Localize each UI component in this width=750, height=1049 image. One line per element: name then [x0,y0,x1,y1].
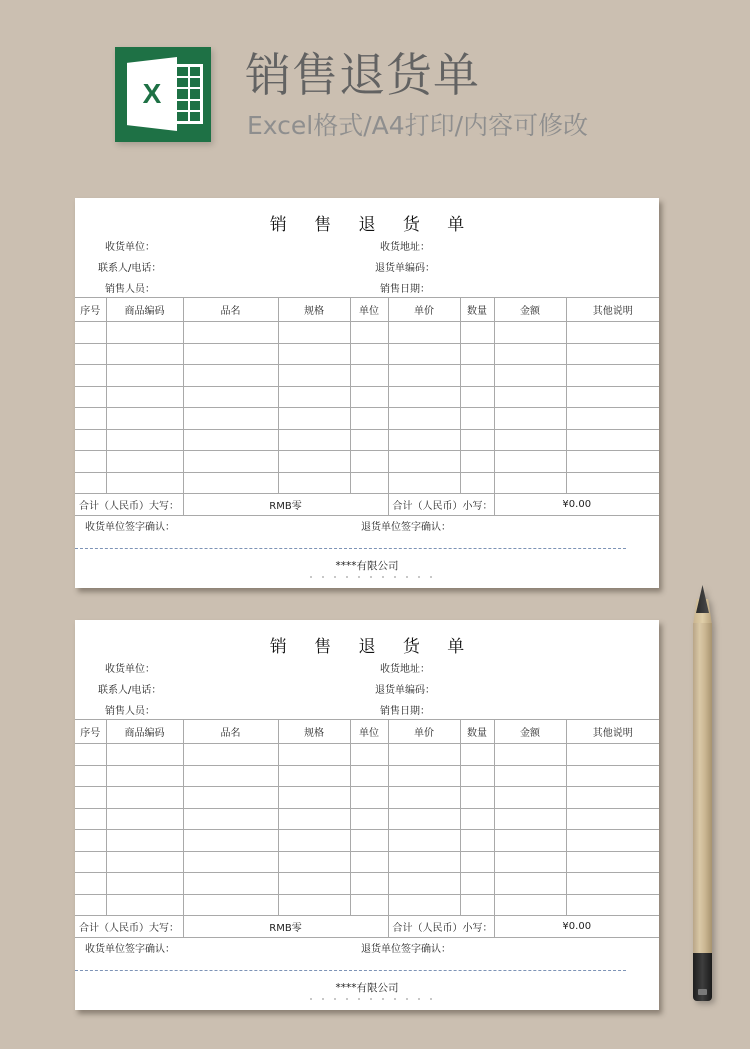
table-cell[interactable] [278,408,350,430]
cut-line-divider [75,970,626,971]
table-cell[interactable] [460,851,494,873]
table-cell[interactable] [350,429,388,451]
table-cell[interactable] [388,873,460,895]
table-cell[interactable] [75,851,106,873]
table-cell[interactable] [460,808,494,830]
table-cell[interactable] [388,343,460,365]
column-header: 单价 [388,720,460,744]
table-cell[interactable] [494,429,566,451]
total-lower-value[interactable]: ¥0.00 [494,494,659,516]
total-upper-label: 合计（人民币）大写： [75,916,183,938]
table-cell[interactable] [106,472,183,494]
table-cell[interactable] [278,322,350,344]
table-cell[interactable] [183,765,278,787]
table-cell[interactable] [494,343,566,365]
totals-row [75,494,659,516]
table-cell[interactable] [75,343,106,365]
table-cell[interactable] [106,386,183,408]
table-cell[interactable] [106,873,183,895]
column-header: 品名 [183,720,278,744]
table-cell[interactable] [183,787,278,809]
total-lower-label: 合计（人民币）小写： [388,916,494,938]
table-cell[interactable] [494,322,566,344]
table-cell[interactable] [278,851,350,873]
table-cell[interactable] [388,894,460,916]
table-cell[interactable] [75,322,106,344]
return-signature-label[interactable]: 退货单位签字确认： [361,944,451,955]
column-header: 品名 [183,298,278,322]
table-cell[interactable] [183,429,278,451]
return-form-sheet-1 [75,198,659,588]
table-cell[interactable] [388,830,460,852]
table-cell[interactable] [106,830,183,852]
table-cell[interactable] [350,744,388,766]
table-cell[interactable] [388,765,460,787]
return-signature-label[interactable]: 退货单位签字确认： [361,522,451,533]
excel-x-letter: X [142,78,162,109]
table-cell[interactable] [566,894,659,916]
table-cell[interactable] [388,851,460,873]
table-cell[interactable] [106,808,183,830]
table-cell[interactable] [494,787,566,809]
table-cell[interactable] [566,322,659,344]
field-contact-phone[interactable]: 联系人/电话： [98,263,162,274]
table-cell[interactable] [388,386,460,408]
table-cell[interactable] [278,451,350,473]
table-cell[interactable] [460,386,494,408]
table-header-row [75,298,659,322]
table-cell[interactable] [494,386,566,408]
table-cell[interactable] [460,365,494,387]
table-cell[interactable] [183,744,278,766]
table-cell[interactable] [494,765,566,787]
table-cell[interactable] [278,894,350,916]
field-sale-date[interactable]: 销售日期： [380,706,430,717]
field-receiver-address[interactable]: 收货地址： [380,664,430,675]
table-cell[interactable] [350,830,388,852]
table-cell[interactable] [460,343,494,365]
table-cell[interactable] [75,744,106,766]
excel-icon [115,47,211,142]
table-cell[interactable] [183,365,278,387]
table-cell[interactable] [278,343,350,365]
table-cell[interactable] [494,894,566,916]
table-cell[interactable] [106,322,183,344]
table-cell[interactable] [106,365,183,387]
table-cell[interactable] [278,830,350,852]
table-cell[interactable] [566,787,659,809]
total-upper-value[interactable]: RMB零 [183,916,388,938]
table-cell[interactable] [278,386,350,408]
table-cell[interactable] [460,472,494,494]
table-cell[interactable] [75,894,106,916]
table-cell[interactable] [106,765,183,787]
excel-grid-icon [173,64,203,124]
table-cell[interactable] [183,851,278,873]
table-cell[interactable] [183,472,278,494]
table-cell[interactable] [75,365,106,387]
table-cell[interactable] [350,873,388,895]
table-cell[interactable] [75,873,106,895]
table-cell[interactable] [566,365,659,387]
table-cell[interactable] [106,451,183,473]
company-name: ****有限公司 [335,982,399,994]
table-row [75,322,659,344]
table-cell[interactable] [106,408,183,430]
table-cell[interactable] [388,808,460,830]
table-cell[interactable] [75,408,106,430]
pencil-icon [692,585,713,1005]
table-cell[interactable] [350,787,388,809]
column-header: 金额 [494,298,566,322]
form-title: 销 售 退 货 单 [269,637,476,657]
table-cell[interactable] [106,429,183,451]
table-cell[interactable] [278,873,350,895]
table-cell[interactable] [566,830,659,852]
cut-line-divider [75,548,626,549]
table-cell[interactable] [106,894,183,916]
column-header: 单位 [350,298,388,322]
column-header: 规格 [278,298,350,322]
totals-row [75,916,659,938]
table-cell[interactable] [460,451,494,473]
table-cell[interactable] [183,343,278,365]
table-row [75,894,659,916]
company-name: ****有限公司 [335,560,399,572]
table-cell[interactable] [350,765,388,787]
table-cell[interactable] [566,451,659,473]
table-cell[interactable] [388,451,460,473]
table-row [75,408,659,430]
return-form-sheet-2 [75,620,659,1010]
table-cell[interactable] [75,472,106,494]
table-cell[interactable] [106,744,183,766]
column-header: 金额 [494,720,566,744]
table-row [75,765,659,787]
field-contact-phone[interactable]: 联系人/电话： [98,685,162,696]
table-cell[interactable] [494,808,566,830]
table-cell[interactable] [460,429,494,451]
table-header-row [75,720,659,744]
table-cell[interactable] [460,408,494,430]
table-cell[interactable] [183,451,278,473]
table-cell[interactable] [388,322,460,344]
table-cell[interactable] [350,386,388,408]
table-cell[interactable] [278,744,350,766]
table-row [75,429,659,451]
table-cell[interactable] [388,365,460,387]
table-cell[interactable] [278,365,350,387]
table-cell[interactable] [278,808,350,830]
table-cell[interactable] [75,386,106,408]
table-row [75,472,659,494]
page-title: 销售退货单 [245,48,480,102]
total-lower-value[interactable]: ¥0.00 [494,916,659,938]
table-row [75,451,659,473]
table-row [75,808,659,830]
table-cell[interactable] [494,830,566,852]
table-cell[interactable] [183,386,278,408]
field-sale-date[interactable]: 销售日期： [380,284,430,295]
field-salesperson[interactable]: 销售人员： [105,706,155,717]
table-cell[interactable] [183,408,278,430]
column-header: 序号 [75,298,106,322]
table-cell[interactable] [278,472,350,494]
table-cell[interactable] [75,429,106,451]
table-cell[interactable] [566,851,659,873]
table-cell[interactable] [183,894,278,916]
table-cell[interactable] [75,787,106,809]
table-cell[interactable] [106,787,183,809]
table-cell[interactable] [75,451,106,473]
total-upper-label: 合计（人民币）大写： [75,494,183,516]
table-cell[interactable] [566,386,659,408]
column-header: 商品编码 [106,298,183,322]
table-cell[interactable] [566,808,659,830]
field-receiver-unit[interactable]: 收货单位： [105,242,155,253]
total-lower-label: 合计（人民币）小写： [388,494,494,516]
table-cell[interactable] [460,787,494,809]
column-header: 其他说明 [566,298,659,322]
column-header: 其他说明 [566,720,659,744]
column-header: 商品编码 [106,720,183,744]
table-cell[interactable] [460,744,494,766]
table-cell[interactable] [350,472,388,494]
table-cell[interactable] [183,322,278,344]
table-row [75,343,659,365]
table-cell[interactable] [494,744,566,766]
table-cell[interactable] [566,873,659,895]
field-return-number[interactable]: 退货单编码： [375,263,435,274]
table-cell[interactable] [388,744,460,766]
table-cell[interactable] [278,765,350,787]
field-receiver-unit[interactable]: 收货单位： [105,664,155,675]
table-cell[interactable] [460,765,494,787]
table-cell[interactable] [460,894,494,916]
table-cell[interactable] [388,408,460,430]
table-cell[interactable] [75,765,106,787]
page-subtitle: Excel格式/A4打印/内容可修改 [247,111,589,140]
table-row [75,744,659,766]
table-row [75,851,659,873]
table-cell[interactable] [388,472,460,494]
field-salesperson[interactable]: 销售人员： [105,284,155,295]
table-cell[interactable] [350,894,388,916]
receiver-signature-label[interactable]: 收货单位签字确认： [85,944,175,955]
total-upper-value[interactable]: RMB零 [183,494,388,516]
column-header: 单价 [388,298,460,322]
table-cell[interactable] [566,408,659,430]
items-table [75,297,659,516]
table-cell[interactable] [106,343,183,365]
table-row [75,787,659,809]
table-cell[interactable] [183,830,278,852]
faint-footer-text [305,998,435,1000]
table-cell[interactable] [75,830,106,852]
table-row [75,873,659,895]
table-cell[interactable] [494,365,566,387]
faint-footer-text [305,576,435,578]
column-header: 数量 [460,298,494,322]
table-cell[interactable] [494,851,566,873]
table-row [75,830,659,852]
table-cell[interactable] [183,808,278,830]
column-header: 数量 [460,720,494,744]
table-cell[interactable] [494,873,566,895]
table-cell[interactable] [494,451,566,473]
table-cell[interactable] [350,343,388,365]
table-row [75,365,659,387]
table-cell[interactable] [350,808,388,830]
table-cell[interactable] [566,472,659,494]
table-cell[interactable] [494,472,566,494]
table-cell[interactable] [183,873,278,895]
field-receiver-address[interactable]: 收货地址： [380,242,430,253]
field-return-number[interactable]: 退货单编码： [375,685,435,696]
column-header: 单位 [350,720,388,744]
table-cell[interactable] [350,451,388,473]
table-cell[interactable] [388,787,460,809]
table-cell[interactable] [494,408,566,430]
table-cell[interactable] [278,787,350,809]
table-row [75,386,659,408]
table-cell[interactable] [75,808,106,830]
column-header: 规格 [278,720,350,744]
table-cell[interactable] [460,873,494,895]
table-cell[interactable] [350,851,388,873]
table-cell[interactable] [566,429,659,451]
column-header: 序号 [75,720,106,744]
table-cell[interactable] [460,830,494,852]
table-cell[interactable] [566,765,659,787]
items-table [75,719,659,938]
table-cell[interactable] [278,429,350,451]
table-cell[interactable] [350,322,388,344]
table-cell[interactable] [566,343,659,365]
table-cell[interactable] [460,322,494,344]
table-cell[interactable] [106,851,183,873]
receiver-signature-label[interactable]: 收货单位签字确认： [85,522,175,533]
table-cell[interactable] [350,365,388,387]
table-cell[interactable] [388,429,460,451]
table-cell[interactable] [350,408,388,430]
form-title: 销 售 退 货 单 [269,215,476,235]
table-cell[interactable] [566,744,659,766]
